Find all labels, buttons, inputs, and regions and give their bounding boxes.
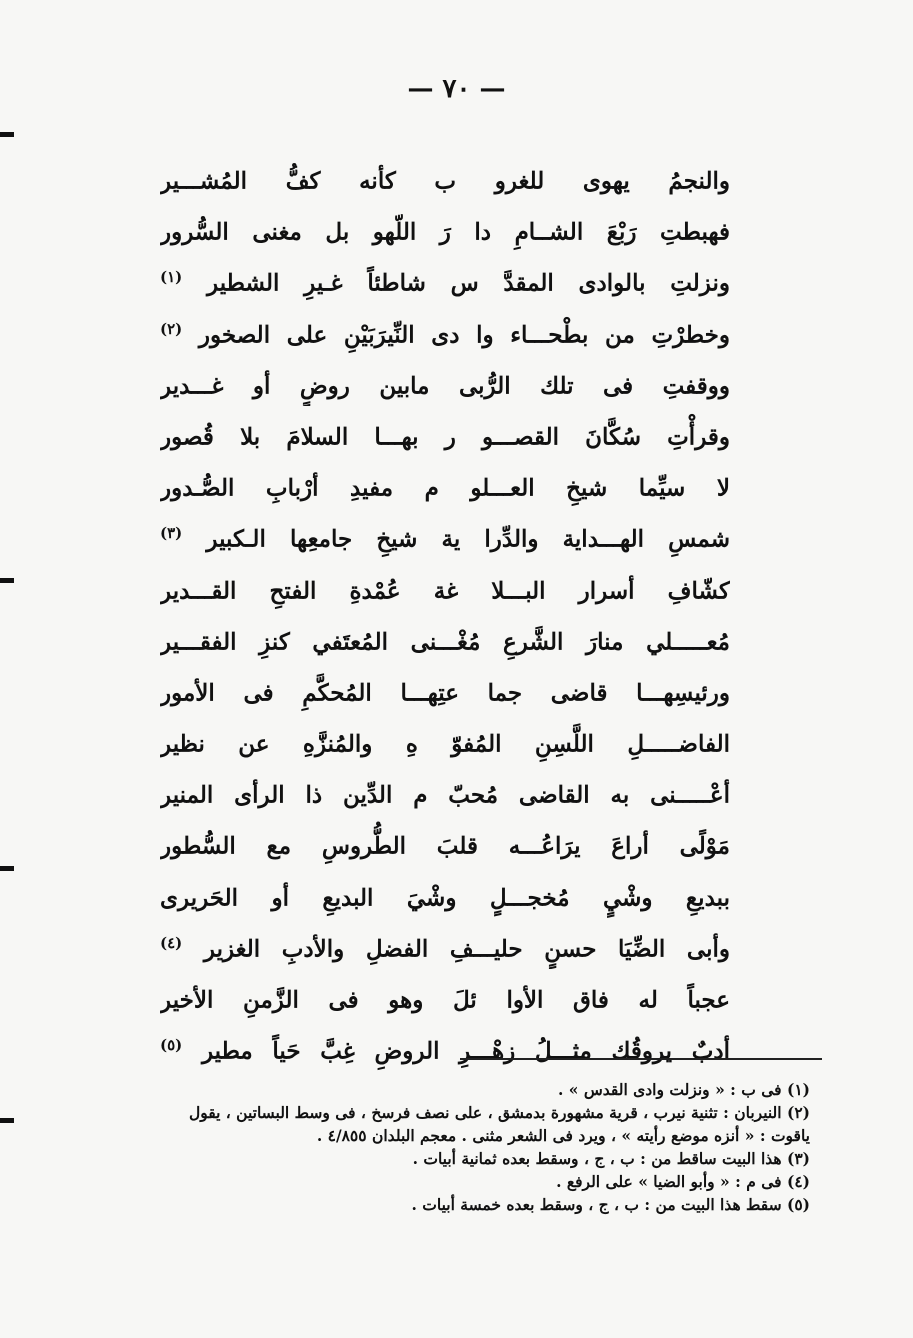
verse: مَوْلًى أراعَ يرَاعُـــه قلبَ الطُّروسِ مع السُّطور <box>160 833 730 861</box>
footnote-marker: (١) <box>160 268 183 287</box>
verse: ببديعِ وشْيٍ مُخجـــلٍ وشْيَ البديعِ أو الحَريرى <box>160 884 730 912</box>
verse: والنجمُ يهوى للغرو ب كأنه كفُّ المُشـــير <box>160 167 730 195</box>
verse: مُعـــــلي منارَ الشَّرعِ مُغْـــنى المُعتَفي كنزِ الفقـــير <box>160 628 730 656</box>
verse: شمسِ الهـــداية والدِّرا ية شيخِ جامعِها الـكبير $^{(٣)}$ <box>160 524 730 553</box>
footnote-marker: (٣) <box>160 524 183 543</box>
verse: ونزلتِ بالوادى المقدَّ س شاطئاً غـيرِ الشطير $^{(١)}$ <box>160 268 730 298</box>
footnote: (٣) هذا البيت ساقط من : ب ، ج ، وسقط بعده ثمانية أبيات . <box>412 1149 810 1168</box>
scan-edge-mark <box>0 578 14 583</box>
verse: ورئيسِهـــا قاضى جما عتِهـــا المُحكَّمِ فى الأمور <box>160 679 730 707</box>
verse: عجباً له فاق الأوا ئلَ وهو فى الزَّمنِ الأخير <box>160 986 730 1014</box>
verse: وخطرْتِ من بطْحـــاء وا دى النِّيرَبَيْنِ على الصخور $^{(٢)}$ <box>160 319 730 349</box>
verse: كشّافِ أسرار البـــلا غة عُمْدةِ الفتحِ القـــدير <box>160 577 730 605</box>
verse: أدبٌ يروقُك مثـــلُ زهْـــرِ الروضِ غِبَّ حَياً مطير $^{(٥)}$ <box>160 1036 730 1065</box>
verse: أعْـــــنى به القاضى مُحبّ م الدِّين ذا الرأى المنير <box>160 781 730 809</box>
poem <box>160 150 730 1071</box>
footnote: (٤) فى م : « وأبو الضيا » على الرفع . <box>556 1172 810 1191</box>
verse: الفاضـــــلِ اللَّسِنِ المُفوّ هِ والمُنزَّهِ عن نظير <box>160 730 730 758</box>
footnote: ياقوت : « أنزه موضع رأيته » ، ويرد فى الشعر مثنى . معجم البلدان ٤/٨٥٥ . <box>316 1126 810 1145</box>
verse: وقرأْتِ سُكَّانَ القصـــو ر بهـــا السلامَ بلا قُصور <box>160 423 730 451</box>
verse: وأبى الضِّيَا حسنٍ حليـــفِ الفضلِ والأدبِ الغزير $^{(٤)}$ <box>160 933 730 963</box>
footnote-marker: (٥) <box>160 1036 183 1055</box>
verse: لا سيِّما شيخِ العـــلو م مفيدِ أرْبابِ الصُّـدور <box>160 474 730 502</box>
footnote-marker: (٤) <box>160 933 183 952</box>
page-number: — ٧٠ — <box>407 74 506 104</box>
footnote: (٢) النيربان : تثنية نيرب ، قرية مشهورة بدمشق ، على نصف فرسخ ، فى وسط البساتين ، يقول <box>188 1103 810 1122</box>
scan-edge-mark <box>0 1118 14 1123</box>
scan-edge-mark <box>0 866 14 871</box>
verse: ووقفتِ فى تلك الرُّبى مابين روضٍ أو غـــدير <box>160 372 730 400</box>
verse: فهبطتِ رَبْعَ الشــامِ دا رَ اللّهو بل مغنى السُّرور <box>160 218 730 246</box>
footnote-marker: (٢) <box>160 319 183 338</box>
footnote: (٥) سقط هذا البيت من : ب ، ج ، وسقط بعده خمسة أبيات . <box>411 1195 810 1214</box>
footnotes <box>95 1078 810 1216</box>
scan-edge-mark <box>0 132 14 137</box>
footnote: (١) فى ب : « ونزلت وادى القدس » . <box>557 1080 810 1099</box>
footnote-divider <box>460 1058 822 1060</box>
